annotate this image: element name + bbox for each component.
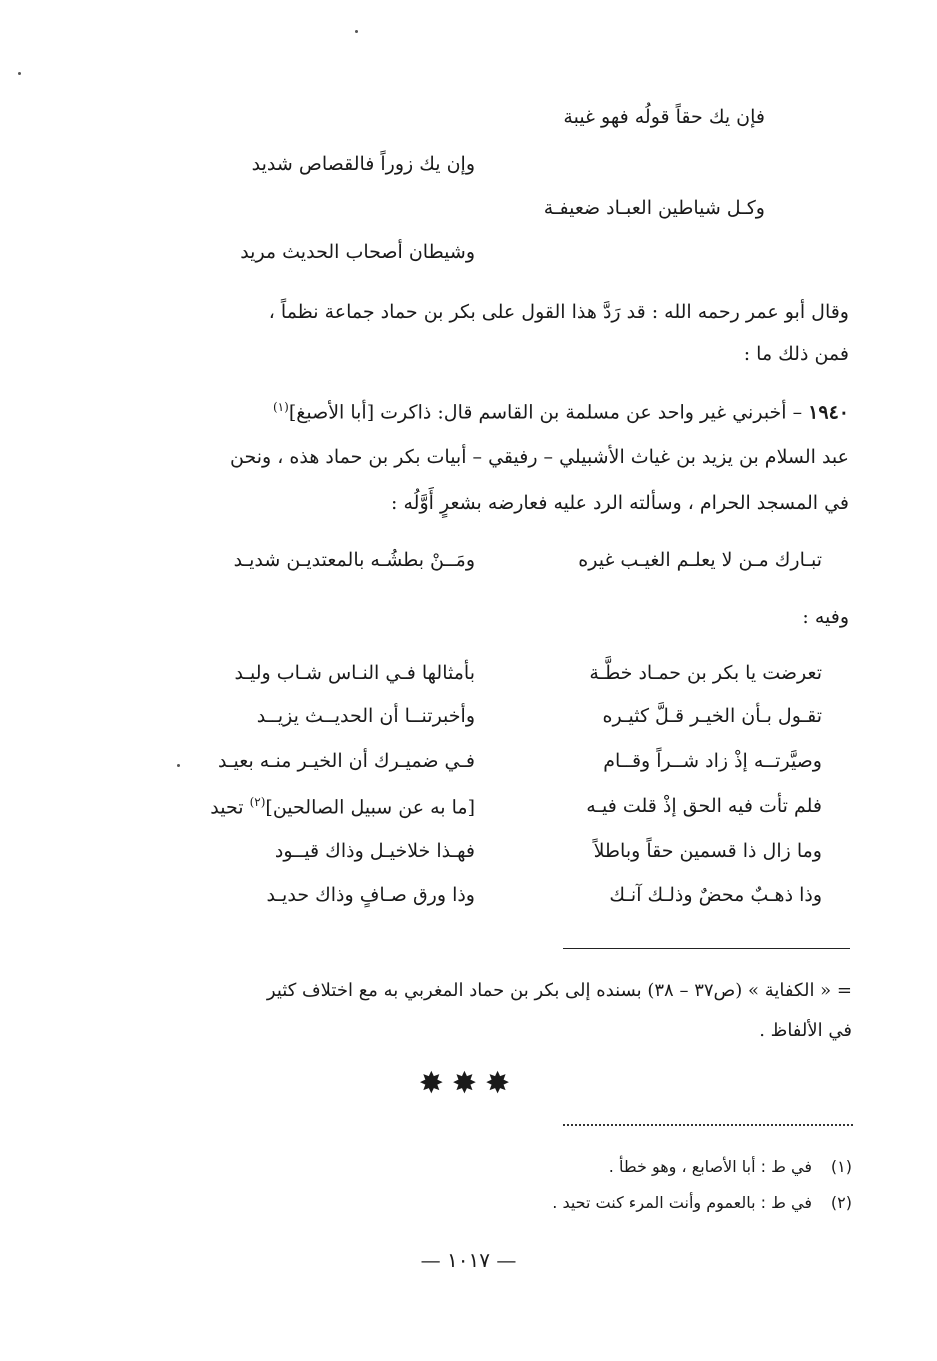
poem-line-4-tail: تحيد	[210, 796, 250, 819]
footnote-dotted-line	[563, 1124, 853, 1126]
footnote-2-number: (٢)	[830, 1193, 852, 1212]
section-divider-stars: ✸✸✸	[418, 1066, 519, 1101]
previous-note-line-1: = « الكفاية » (ص٣٧ – ٣٨) بسنده إلى بكر بن حماد المغربي به مع اختلاف كثير	[266, 980, 852, 1001]
first-verse-left: ومَــنْ بطشُـه بالمعتديـن شديـد	[233, 549, 475, 571]
page-number: — ١٠١٧ —	[420, 1248, 517, 1272]
poem-line-3-left: فـي ضميـرك أن الخيـر منـه بعيـد	[218, 750, 475, 772]
paragraph-2-line-1	[273, 400, 849, 423]
footnote-ref-2: (٢)	[249, 795, 266, 809]
footnote-2	[552, 1193, 852, 1212]
scan-speck	[177, 764, 180, 767]
poem-line-4-left	[210, 795, 475, 818]
poem-line-4-bracket: [ما به عن سبيل الصالحين]	[265, 796, 475, 819]
intro-verse-4: وشيطان أصحاب الحديث مريد	[240, 241, 475, 263]
footnote-ref-1: (١)	[272, 400, 289, 414]
poem-line-6-left: وذا ورق صـافٍ وذاك حديـد	[266, 884, 475, 906]
separator-rule	[563, 948, 850, 949]
scan-speck	[18, 72, 21, 75]
hadith-number: ١٩٤٠	[808, 401, 849, 424]
intro-verse-1: فإن يك حقاً قولُه فهو غيبة	[563, 106, 765, 128]
poem-line-4-right: فلم تأت فيه الحق إذْ قلت فيـه	[586, 795, 822, 817]
footnote-1-number: (١)	[830, 1157, 852, 1176]
footnote-1	[609, 1157, 852, 1176]
intro-verse-3: وكـل شياطين العبـاد ضعيفـة	[543, 197, 765, 219]
poem-line-6-right: وذا ذهـبٌ محضٌ وذلـك آنـك	[609, 884, 822, 906]
wafihi-label: وفيه :	[802, 606, 849, 628]
paragraph-1-line-2: فمن ذلك ما :	[743, 343, 849, 365]
poem-line-1-right: تعرضت يا بكر بن حمـاد خطَّـة	[589, 662, 822, 684]
paragraph-2-line-2: عبد السلام بن يزيد بن غياث الأشبيلي – رفيقي – أبيات بكر بن حماد هذه ، ونحن	[230, 446, 849, 468]
intro-verse-2: وإن يك زوراً فالقصاص شديد	[251, 153, 475, 175]
scan-speck	[355, 30, 358, 33]
footnote-2-text: في ط : بالعموم وأنت المرء كنت تحيد .	[552, 1193, 812, 1212]
paragraph-2-line-3: في المسجد الحرام ، وسألته الرد عليه فعارضه بشعرٍ أَوَّلُه :	[391, 492, 849, 514]
first-verse-right: تبـارك مـن لا يعلـم الغيـب غيره	[578, 549, 822, 571]
paragraph-2-text: – أخبرني غير واحد عن مسلمة بن القاسم قال: ذاكرت [أبا الأصبغ]	[288, 401, 803, 424]
poem-line-5-left: فهـذا خلاخيـل وذاك قيــود	[274, 840, 475, 862]
poem-line-3-right: وصيَّرتــه إذْ زاد شــراً وقــام	[603, 750, 822, 772]
footnote-1-text: في ط : أبا الأصابع ، وهو خطأ .	[608, 1157, 812, 1176]
paragraph-1-line-1: وقال أبو عمر رحمه الله : قد رَدَّ هذا القول على بكر بن حماد جماعة نظماً ،	[268, 301, 849, 323]
poem-line-5-right: وما زال ذا قسمين حقاً وباطلاً	[593, 840, 822, 862]
poem-line-1-left: بأمثالها فـي النـاس شـاب وليـد	[234, 662, 475, 684]
previous-note-line-2: في الألفاظ .	[759, 1020, 852, 1041]
poem-line-2-left: وأخبرتنــا أن الحديــث يزيــد	[256, 705, 475, 727]
poem-line-2-right: تقـول بـأن الخيـر قـلَّ كثيـره	[602, 705, 822, 727]
